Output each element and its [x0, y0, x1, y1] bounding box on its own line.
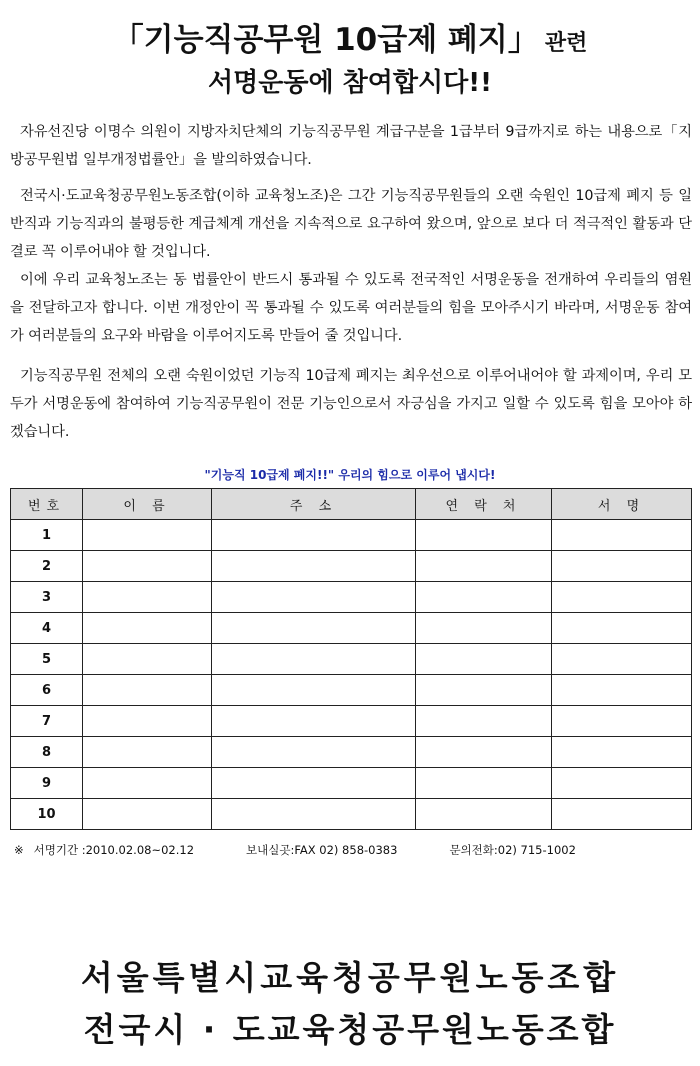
signature-cell[interactable]	[552, 520, 692, 551]
address-cell[interactable]	[212, 768, 416, 799]
table-row	[11, 737, 692, 768]
row-number: 9	[11, 768, 83, 799]
row-number: 10	[11, 799, 83, 830]
signature-cell[interactable]	[552, 644, 692, 675]
address-cell[interactable]	[212, 799, 416, 830]
row-number: 3	[11, 582, 83, 613]
row-number: 2	[11, 551, 83, 582]
header-number: 번호	[11, 489, 83, 520]
org-name-national: 전국시 · 도교육청공무원노동조합	[83, 1010, 617, 1049]
document-subtitle: 서명운동에 참여합시다!!	[208, 68, 492, 98]
signature-table	[10, 488, 692, 830]
name-cell[interactable]	[83, 737, 212, 768]
name-cell[interactable]	[83, 520, 212, 551]
address-cell[interactable]	[212, 582, 416, 613]
name-cell[interactable]	[83, 799, 212, 830]
document-title	[0, 14, 700, 59]
signature-cell[interactable]	[552, 551, 692, 582]
table-row	[11, 644, 692, 675]
fax-info: 보내실곳:FAX 02) 858-0383	[246, 843, 398, 857]
reference-mark: ※	[14, 843, 24, 857]
paragraph-1: 자유선진당 이명수 의원이 지방자치단체의 기능직공무원 계급구분을 1급부터 9급까지로 하는 내용으로「지방공무원법 일부개정법률안」을 발의하였습니다.	[10, 124, 692, 168]
paragraph-4: 기능직공무원 전체의 오랜 숙원이었던 기능직 10급제 폐지는 최우선으로 이루어내어야 할 과제이며, 우리 모두가 서명운동에 참여하여 기능직공무원이 전문 기능인으로서 자긍심을 가지고 일할 수 있도록 힘을 모아야 하겠습니다.	[10, 368, 692, 440]
signature-cell[interactable]	[552, 613, 692, 644]
title-suffix: 관련	[544, 31, 588, 56]
name-cell[interactable]	[83, 644, 212, 675]
table-row	[11, 613, 692, 644]
address-cell[interactable]	[212, 675, 416, 706]
signature-cell[interactable]	[552, 768, 692, 799]
title-main: 「기능직공무원 10급제 폐지」	[112, 22, 539, 58]
contact-cell[interactable]	[416, 520, 552, 551]
contact-cell[interactable]	[416, 613, 552, 644]
row-number: 7	[11, 706, 83, 737]
footer-note	[14, 842, 694, 858]
name-cell[interactable]	[83, 675, 212, 706]
signature-cell[interactable]	[552, 706, 692, 737]
name-cell[interactable]	[83, 613, 212, 644]
address-cell[interactable]	[212, 520, 416, 551]
body-text	[10, 118, 692, 446]
row-number: 8	[11, 737, 83, 768]
slogan: "기능직 10급제 폐지!!" 우리의 힘으로 이루어 냅시다!	[204, 468, 496, 482]
signature-cell[interactable]	[552, 675, 692, 706]
paragraph-3: 이에 우리 교육청노조는 동 법률안이 반드시 통과될 수 있도록 전국적인 서명운동을 전개하여 우리들의 염원을 전달하고자 합니다. 이번 개정안이 꼭 통과될 수 있도록 여러분들의 힘을 모아주시기 바라며, 서명운동 참여가 여러분들의 요구와 바람을 이루어지도록 만들어 줄 것입니다.	[10, 272, 692, 344]
address-cell[interactable]	[212, 737, 416, 768]
signature-cell[interactable]	[552, 737, 692, 768]
address-cell[interactable]	[212, 613, 416, 644]
table-header-row	[11, 489, 692, 520]
contact-cell[interactable]	[416, 675, 552, 706]
header-address: 주 소	[212, 489, 416, 520]
contact-cell[interactable]	[416, 706, 552, 737]
org-name-seoul: 서울특별시교육청공무원노동조합	[80, 958, 620, 997]
table-row	[11, 799, 692, 830]
table-row	[11, 551, 692, 582]
row-number: 4	[11, 613, 83, 644]
signature-cell[interactable]	[552, 799, 692, 830]
contact-cell[interactable]	[416, 768, 552, 799]
contact-cell[interactable]	[416, 799, 552, 830]
row-number: 5	[11, 644, 83, 675]
header-contact: 연 락 처	[416, 489, 552, 520]
table-row	[11, 582, 692, 613]
row-number: 6	[11, 675, 83, 706]
address-cell[interactable]	[212, 706, 416, 737]
address-cell[interactable]	[212, 551, 416, 582]
name-cell[interactable]	[83, 768, 212, 799]
paragraph-2: 전국시·도교육청공무원노동조합(이하 교육청노조)은 그간 기능직공무원들의 오랜 숙원인 10급제 폐지 등 일반직과 기능직과의 불평등한 계급체계 개선을 지속적으로 요구하여 왔으며, 앞으로 보다 더 적극적인 활동과 단결로 꼭 이루어내야 할 것입니다.	[10, 188, 692, 260]
name-cell[interactable]	[83, 551, 212, 582]
table-row	[11, 675, 692, 706]
contact-cell[interactable]	[416, 644, 552, 675]
address-cell[interactable]	[212, 644, 416, 675]
header-signature: 서 명	[552, 489, 692, 520]
header-name: 이 름	[83, 489, 212, 520]
signature-period: 서명기간 :2010.02.08~02.12	[33, 843, 195, 857]
contact-cell[interactable]	[416, 551, 552, 582]
table-row	[11, 706, 692, 737]
contact-cell[interactable]	[416, 582, 552, 613]
name-cell[interactable]	[83, 706, 212, 737]
name-cell[interactable]	[83, 582, 212, 613]
row-number: 1	[11, 520, 83, 551]
contact-cell[interactable]	[416, 737, 552, 768]
signature-cell[interactable]	[552, 582, 692, 613]
table-row	[11, 520, 692, 551]
table-row	[11, 768, 692, 799]
phone-info: 문의전화:02) 715-1002	[449, 843, 576, 857]
